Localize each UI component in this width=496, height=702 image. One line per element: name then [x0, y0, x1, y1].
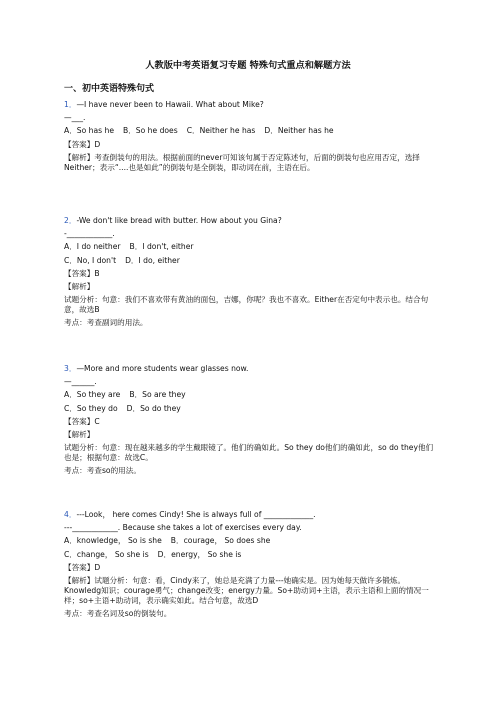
question-number: 1． — [64, 100, 77, 109]
question-3 — [64, 364, 434, 480]
option-a: A．knowledge， So is she — [64, 536, 162, 546]
answer-blank: —______. — [64, 377, 97, 387]
answer-blank: ---____________. Because she takes a lot of exercises every day. — [64, 523, 302, 533]
question-2 — [64, 216, 434, 332]
analysis-label: 【解析】 — [64, 282, 95, 292]
options-row — [64, 242, 434, 252]
knowledge-point: 考点：考查副词的用法。 — [64, 318, 148, 328]
option-d: D．So do they — [126, 403, 181, 413]
question-number: 2． — [64, 216, 77, 225]
option-a: A．So they are — [64, 390, 121, 400]
option-d: D．energy， So she is — [157, 549, 242, 559]
question-stem — [64, 510, 434, 520]
option-a: A．So has he — [64, 126, 114, 136]
analysis-text: 【解析】考查倒装句的用法。根据前面的never可知该句属于否定陈述句，后面的倒装句也应用否定，选择Neither；表示“....也是如此”的倒装句是全倒装，即动词在前，主语在后。 — [64, 152, 420, 172]
analysis-text: 试题分析：句意：现在越来越多的学生戴眼镜了。他们的确如此。So they do他们的确如此，so do they他们也是；根据句意：故选C。 — [64, 443, 434, 463]
answer-label: 【答案】D — [64, 139, 101, 149]
option-c: C．So they do — [64, 403, 118, 413]
question-text: —I have never been to Hawaii. What about Mike? — [76, 100, 264, 109]
analysis-label: 【解析】 — [64, 430, 95, 440]
document-title: 人教版中考英语复习专题 特殊句式重点和解题方法 — [145, 60, 351, 71]
option-b: B．courage， So does she — [170, 536, 271, 546]
option-c: C．No, I don't — [64, 255, 117, 265]
option-d: D．I do, either — [125, 255, 180, 265]
question-4 — [64, 510, 434, 622]
option-b: B．So are they — [129, 390, 186, 400]
option-b: B．I don't, either — [129, 242, 194, 252]
question-text: -We don't like bread with butter. How about you Gina? — [76, 216, 282, 225]
answer-label: 【答案】B — [64, 268, 100, 278]
options-row — [64, 550, 434, 560]
option-a: A．I do neither — [64, 242, 121, 252]
knowledge-point: 考点：考查so的用法。 — [64, 466, 141, 476]
question-stem — [64, 364, 434, 374]
question-number: 4． — [64, 510, 77, 519]
analysis-text: 【解析】试题分析：句意：看，Cindy来了，她总是充满了力量---她确实是。因为她每天做许多锻炼。Knowledg知识；courage勇气；change改变；energy力量。So+助动词+主语，表示主语和上面的情况一样；so+主语+助动词，表示确实如此。结合句意，故选D — [64, 576, 429, 606]
question-stem — [64, 216, 434, 226]
knowledge-point: 考点：考查名词及so的倒装句。 — [64, 609, 172, 619]
question-stem — [64, 100, 434, 110]
answer-label: 【答案】D — [64, 562, 101, 572]
question-text: ---Look， here comes Cindy! She is always full of _____________. — [76, 510, 316, 519]
options-row — [64, 256, 434, 266]
option-b: B．So he does — [123, 126, 178, 136]
answer-label: 【答案】C — [64, 416, 100, 426]
options-row — [64, 404, 434, 414]
option-c: C．Neither he has — [186, 126, 256, 136]
analysis-text: 试题分析：句意：我们不喜欢带有黄油的面包，吉娜，你呢？我也不喜欢。Either在否定句中表示也。结合句意，故选B — [64, 295, 429, 315]
answer-blank: -____________. — [64, 229, 115, 239]
question-number: 3． — [64, 364, 77, 373]
options-row — [64, 390, 434, 400]
options-row — [64, 126, 434, 136]
section-heading: 一、初中英语特殊句式 — [64, 84, 155, 94]
answer-blank: —___. — [64, 113, 86, 123]
option-c: C．change， So she is — [64, 549, 149, 559]
question-text: —More and more students wear glasses now. — [76, 364, 249, 373]
options-row — [64, 536, 434, 546]
question-1 — [64, 100, 434, 176]
option-d: D．Neither has he — [264, 126, 334, 136]
